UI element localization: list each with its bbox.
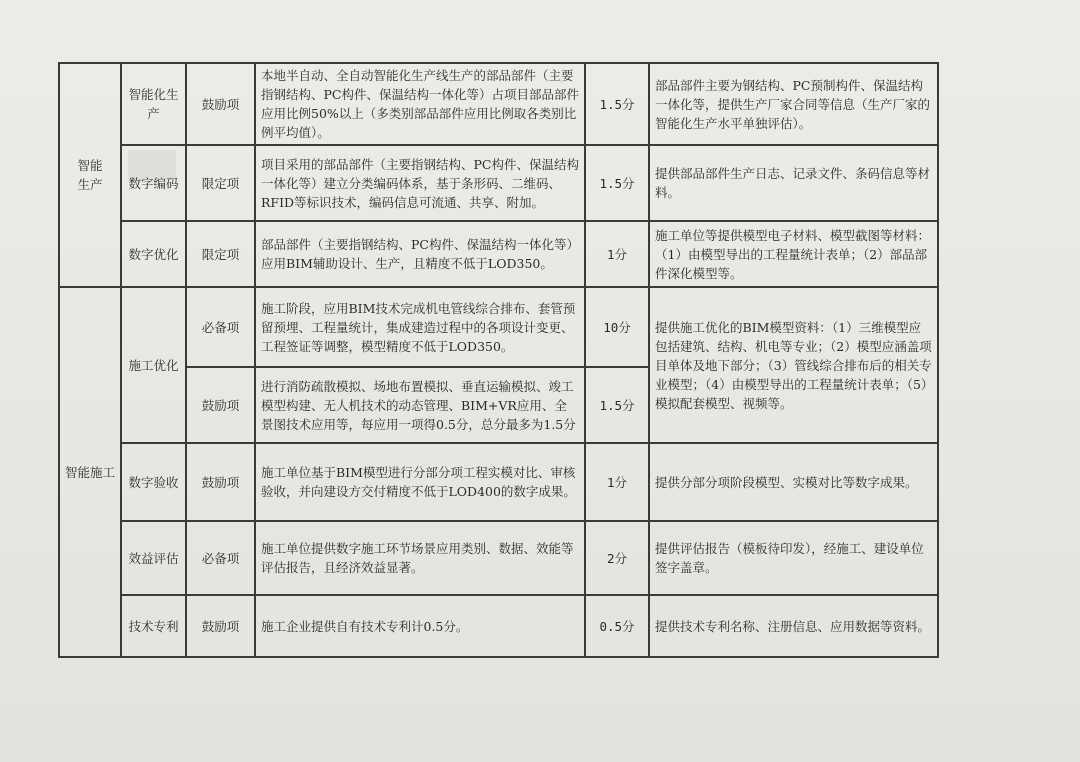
subcategory-cell: 数字优化 — [121, 221, 186, 287]
content-cell: 施工企业提供自有技术专利计0.5分。 — [255, 595, 585, 657]
subcategory-cell: 施工优化 — [121, 287, 186, 443]
content-cell: 施工单位基于BIM模型进行分部分项工程实模对比、审核验收，并向建设方交付精度不低于LOD400的数字成果。 — [255, 443, 585, 521]
table-row — [59, 521, 938, 595]
score-cell: 1.5分 — [585, 367, 649, 443]
material-cell: 提供施工优化的BIM模型资料：（1）三维模型应包括建筑、结构、机电等专业；（2）模型应涵盖项目单体及地下部分；（3）管线综合排布后的相关专业模型；（4）由模型导出的工程量统计表单；（5）模拟配套模型、视频等。 — [649, 287, 938, 443]
score-cell: 1分 — [585, 221, 649, 287]
table-row — [59, 63, 938, 145]
score-cell: 10分 — [585, 287, 649, 367]
table-row — [59, 221, 938, 287]
evaluation-table — [58, 62, 939, 658]
item-type-cell: 必备项 — [186, 287, 255, 367]
category-cell: 智能施工 — [59, 287, 121, 657]
material-cell: 提供技术专利名称、注册信息、应用数据等资料。 — [649, 595, 938, 657]
item-type-cell: 鼓励项 — [186, 595, 255, 657]
material-cell: 提供部品部件生产日志、记录文件、条码信息等材料。 — [649, 145, 938, 221]
item-type-cell: 限定项 — [186, 221, 255, 287]
item-type-cell: 必备项 — [186, 521, 255, 595]
score-cell: 1分 — [585, 443, 649, 521]
score-cell: 1.5分 — [585, 63, 649, 145]
table-row — [59, 145, 938, 221]
content-cell: 部品部件（主要指钢结构、PC构件、保温结构一体化等）应用BIM辅助设计、生产，且精度不低于LOD350。 — [255, 221, 585, 287]
category-cell: 智能 生产 — [59, 63, 121, 287]
score-cell: 0.5分 — [585, 595, 649, 657]
material-cell: 部品部件主要为钢结构、PC预制构件、保温结构一体化等，提供生产厂家合同等信息（生产厂家的智能化生产水平单独评估）。 — [649, 63, 938, 145]
material-cell: 施工单位等提供模型电子材料、模型截图等材料：（1）由模型导出的工程量统计表单；（2）部品部件深化模型等。 — [649, 221, 938, 287]
item-type-cell: 鼓励项 — [186, 63, 255, 145]
table-row — [59, 443, 938, 521]
subcategory-cell: 效益评估 — [121, 521, 186, 595]
material-cell: 提供评估报告（模板待印发），经施工、建设单位签字盖章。 — [649, 521, 938, 595]
content-cell: 进行消防疏散模拟、场地布置模拟、垂直运输模拟、竣工模型构建、无人机技术的动态管理、BIM+VR应用、全景图技术应用等，每应用一项得0.5分，总分最多为1.5分 — [255, 367, 585, 443]
item-type-cell: 限定项 — [186, 145, 255, 221]
content-cell: 施工单位提供数字施工环节场景应用类别、数据、效能等评估报告，且经济效益显著。 — [255, 521, 585, 595]
subcategory-cell: 数字编码 — [121, 145, 186, 221]
score-cell: 1.5分 — [585, 145, 649, 221]
subcategory-cell: 数字验收 — [121, 443, 186, 521]
table-row — [59, 595, 938, 657]
content-cell: 施工阶段，应用BIM技术完成机电管线综合排布、套管预留预埋、工程量统计，集成建造过程中的各项设计变更、工程签证等调整，模型精度不低于LOD350。 — [255, 287, 585, 367]
item-type-cell: 鼓励项 — [186, 443, 255, 521]
item-type-cell: 鼓励项 — [186, 367, 255, 443]
material-cell: 提供分部分项阶段模型、实模对比等数字成果。 — [649, 443, 938, 521]
table-row — [59, 287, 938, 367]
subcategory-cell: 技术专利 — [121, 595, 186, 657]
subcategory-cell: 智能化生产 — [121, 63, 186, 145]
score-cell: 2分 — [585, 521, 649, 595]
content-cell: 本地半自动、全自动智能化生产线生产的部品部件（主要指钢结构、PC构件、保温结构一体化等）占项目部品部件应用比例50%以上（多类别部品部件应用比例取各类别比例平均值）。 — [255, 63, 585, 145]
content-cell: 项目采用的部品部件（主要指钢结构、PC构件、保温结构一体化等）建立分类编码体系，基于条形码、二维码、RFID等标识技术，编码信息可流通、共享、附加。 — [255, 145, 585, 221]
